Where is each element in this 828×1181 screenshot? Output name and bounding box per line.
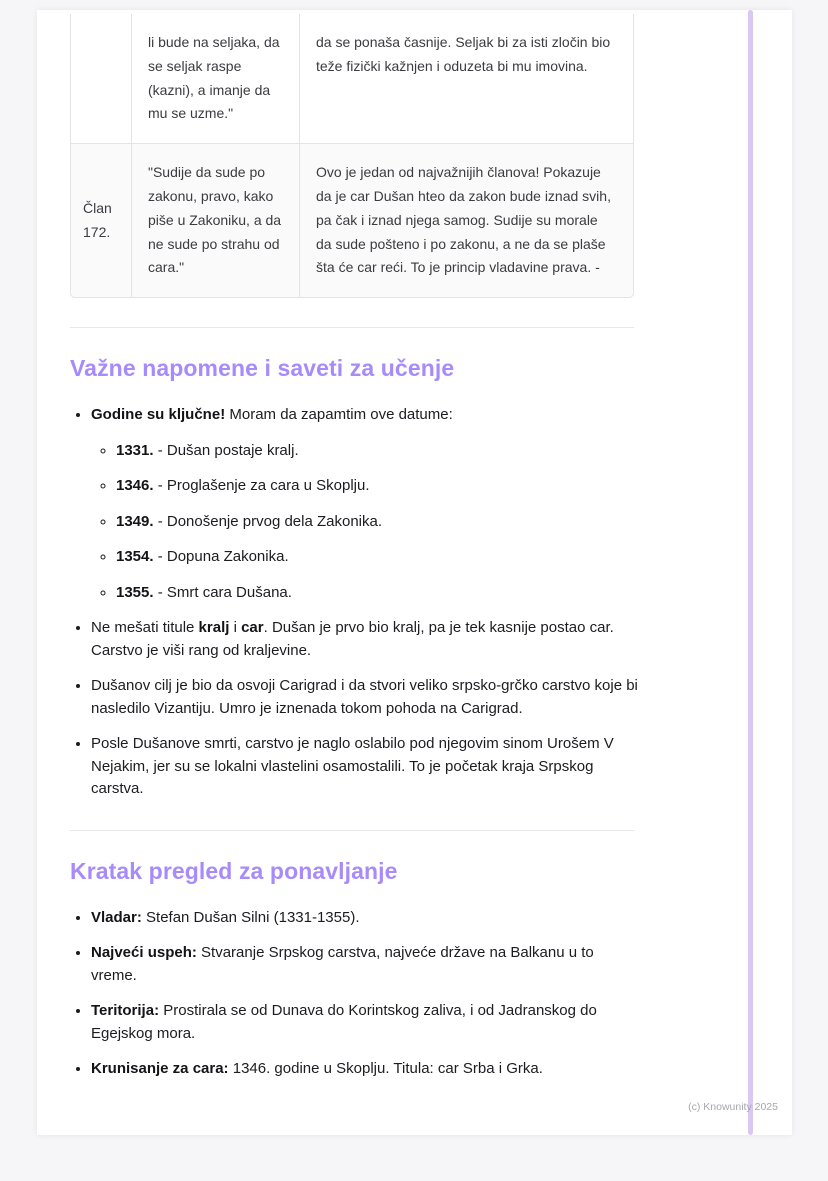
article-analysis-cell: da se ponaša časnije. Seljak bi za isti zločin bio teže fizički kažnjen i oduzeta bi mu imovina. xyxy=(300,14,634,144)
article-quote-cell: "Sudije da sude po zakonu, pravo, kako piše u Zakoniku, a da ne sude po strahu od cara." xyxy=(132,144,300,298)
document-page xyxy=(37,10,792,1135)
list-item xyxy=(116,475,642,498)
list-item xyxy=(91,1058,642,1081)
notes-list xyxy=(70,404,642,801)
list-item-text: i xyxy=(229,619,242,637)
list-item-text: Stvaranje Srpskog carstva, najveće države na Balkanu u to vreme. xyxy=(91,944,594,984)
list-item-text: Dušanov cilj je bio da osvoji Carigrad i da stvori veliko srpsko-grčko carstvo koje bi nasledilo Vizantiju. Umro je iznenada tokom pohoda na Carigrad. xyxy=(91,677,638,717)
list-item xyxy=(91,675,642,720)
list-item xyxy=(91,617,642,662)
date-text: - Smrt cara Dušana. xyxy=(153,583,292,601)
list-item-text: Ne mešati titule xyxy=(91,619,199,637)
notes-section-heading: Važne napomene i saveti za učenje xyxy=(70,355,455,382)
table-row xyxy=(70,144,634,298)
list-item xyxy=(91,907,642,930)
watermark: (c) Knowunity 2025 xyxy=(688,1101,778,1113)
list-item xyxy=(116,440,642,463)
list-item-bold: Najveći uspeh: xyxy=(91,944,197,962)
list-item-text: Prostirala se od Dunava do Korintskog zaliva, i od Jadranskog do Egejskog mora. xyxy=(91,1002,597,1042)
review-section-heading: Kratak pregled za ponavljanje xyxy=(70,857,398,884)
date-bold: 1354. xyxy=(116,548,154,566)
review-list xyxy=(70,907,642,1081)
list-item-text: Posle Dušanove smrti, carstvo je naglo oslabilo pod njegovim sinom Urošem V Nejakim, jer su se lokalni vlastelini osamostalili. To je početak kraja Srpskog carstva. xyxy=(91,735,614,798)
list-item-bold: Krunisanje za cara: xyxy=(91,1060,229,1078)
date-bold: 1349. xyxy=(116,512,154,530)
date-text: - Dušan postaje kralj. xyxy=(153,441,299,459)
list-item xyxy=(116,546,642,569)
article-analysis-cell: Ovo je jedan od najvažnijih članova! Pokazuje da je car Dušan hteo da zakon bude iznad svih, pa čak i iznad njega samog. Sudije su morale da sude pošteno i po zakonu, a ne da se plaše šta će car reći. To je princip vladavine prava. - xyxy=(300,144,634,298)
date-text: - Donošenje prvog dela Zakonika. xyxy=(153,512,383,530)
article-number-cell: Član 172. xyxy=(70,144,132,298)
date-text: - Dopuna Zakonika. xyxy=(153,548,289,566)
list-item xyxy=(91,404,642,604)
list-item-text: . Dušan je prvo bio kralj, pa je tek kasnije postao car. Carstvo je viši rang od kraljevine. xyxy=(91,619,614,659)
list-item xyxy=(91,942,642,987)
date-bold: 1355. xyxy=(116,583,154,601)
list-item-text: 1346. godine u Skoplju. Titula: car Srba i Grka. xyxy=(228,1060,543,1078)
list-item-text: Moram da zapamtim ove datume: xyxy=(225,406,453,424)
list-item xyxy=(91,1000,642,1045)
list-item-bold: kralj xyxy=(198,619,230,637)
list-item xyxy=(116,582,642,605)
date-text: - Proglašenje za cara u Skoplju. xyxy=(153,477,370,495)
date-bold: 1346. xyxy=(116,477,154,495)
section-divider xyxy=(70,830,634,831)
zakonik-articles-table xyxy=(70,14,634,298)
scrollbar-track[interactable] xyxy=(748,10,753,1135)
list-item-text: Stefan Dušan Silni (1331-1355). xyxy=(141,908,360,926)
table-row xyxy=(70,14,634,144)
dates-sublist xyxy=(91,440,642,605)
date-bold: 1331. xyxy=(116,441,154,459)
list-item-bold: Teritorija: xyxy=(91,1002,160,1020)
list-item xyxy=(91,733,642,801)
section-divider xyxy=(70,327,634,328)
page-content xyxy=(37,10,792,1081)
article-quote-cell: li bude na seljaka, da se seljak raspe (kazni), a imanje da mu se uzme." xyxy=(132,14,300,144)
list-item xyxy=(116,511,642,534)
list-item-bold: Vladar: xyxy=(91,908,142,926)
list-item-bold: Godine su ključne! xyxy=(91,406,226,424)
list-item-bold: car xyxy=(241,619,264,637)
article-number-cell xyxy=(70,14,132,144)
